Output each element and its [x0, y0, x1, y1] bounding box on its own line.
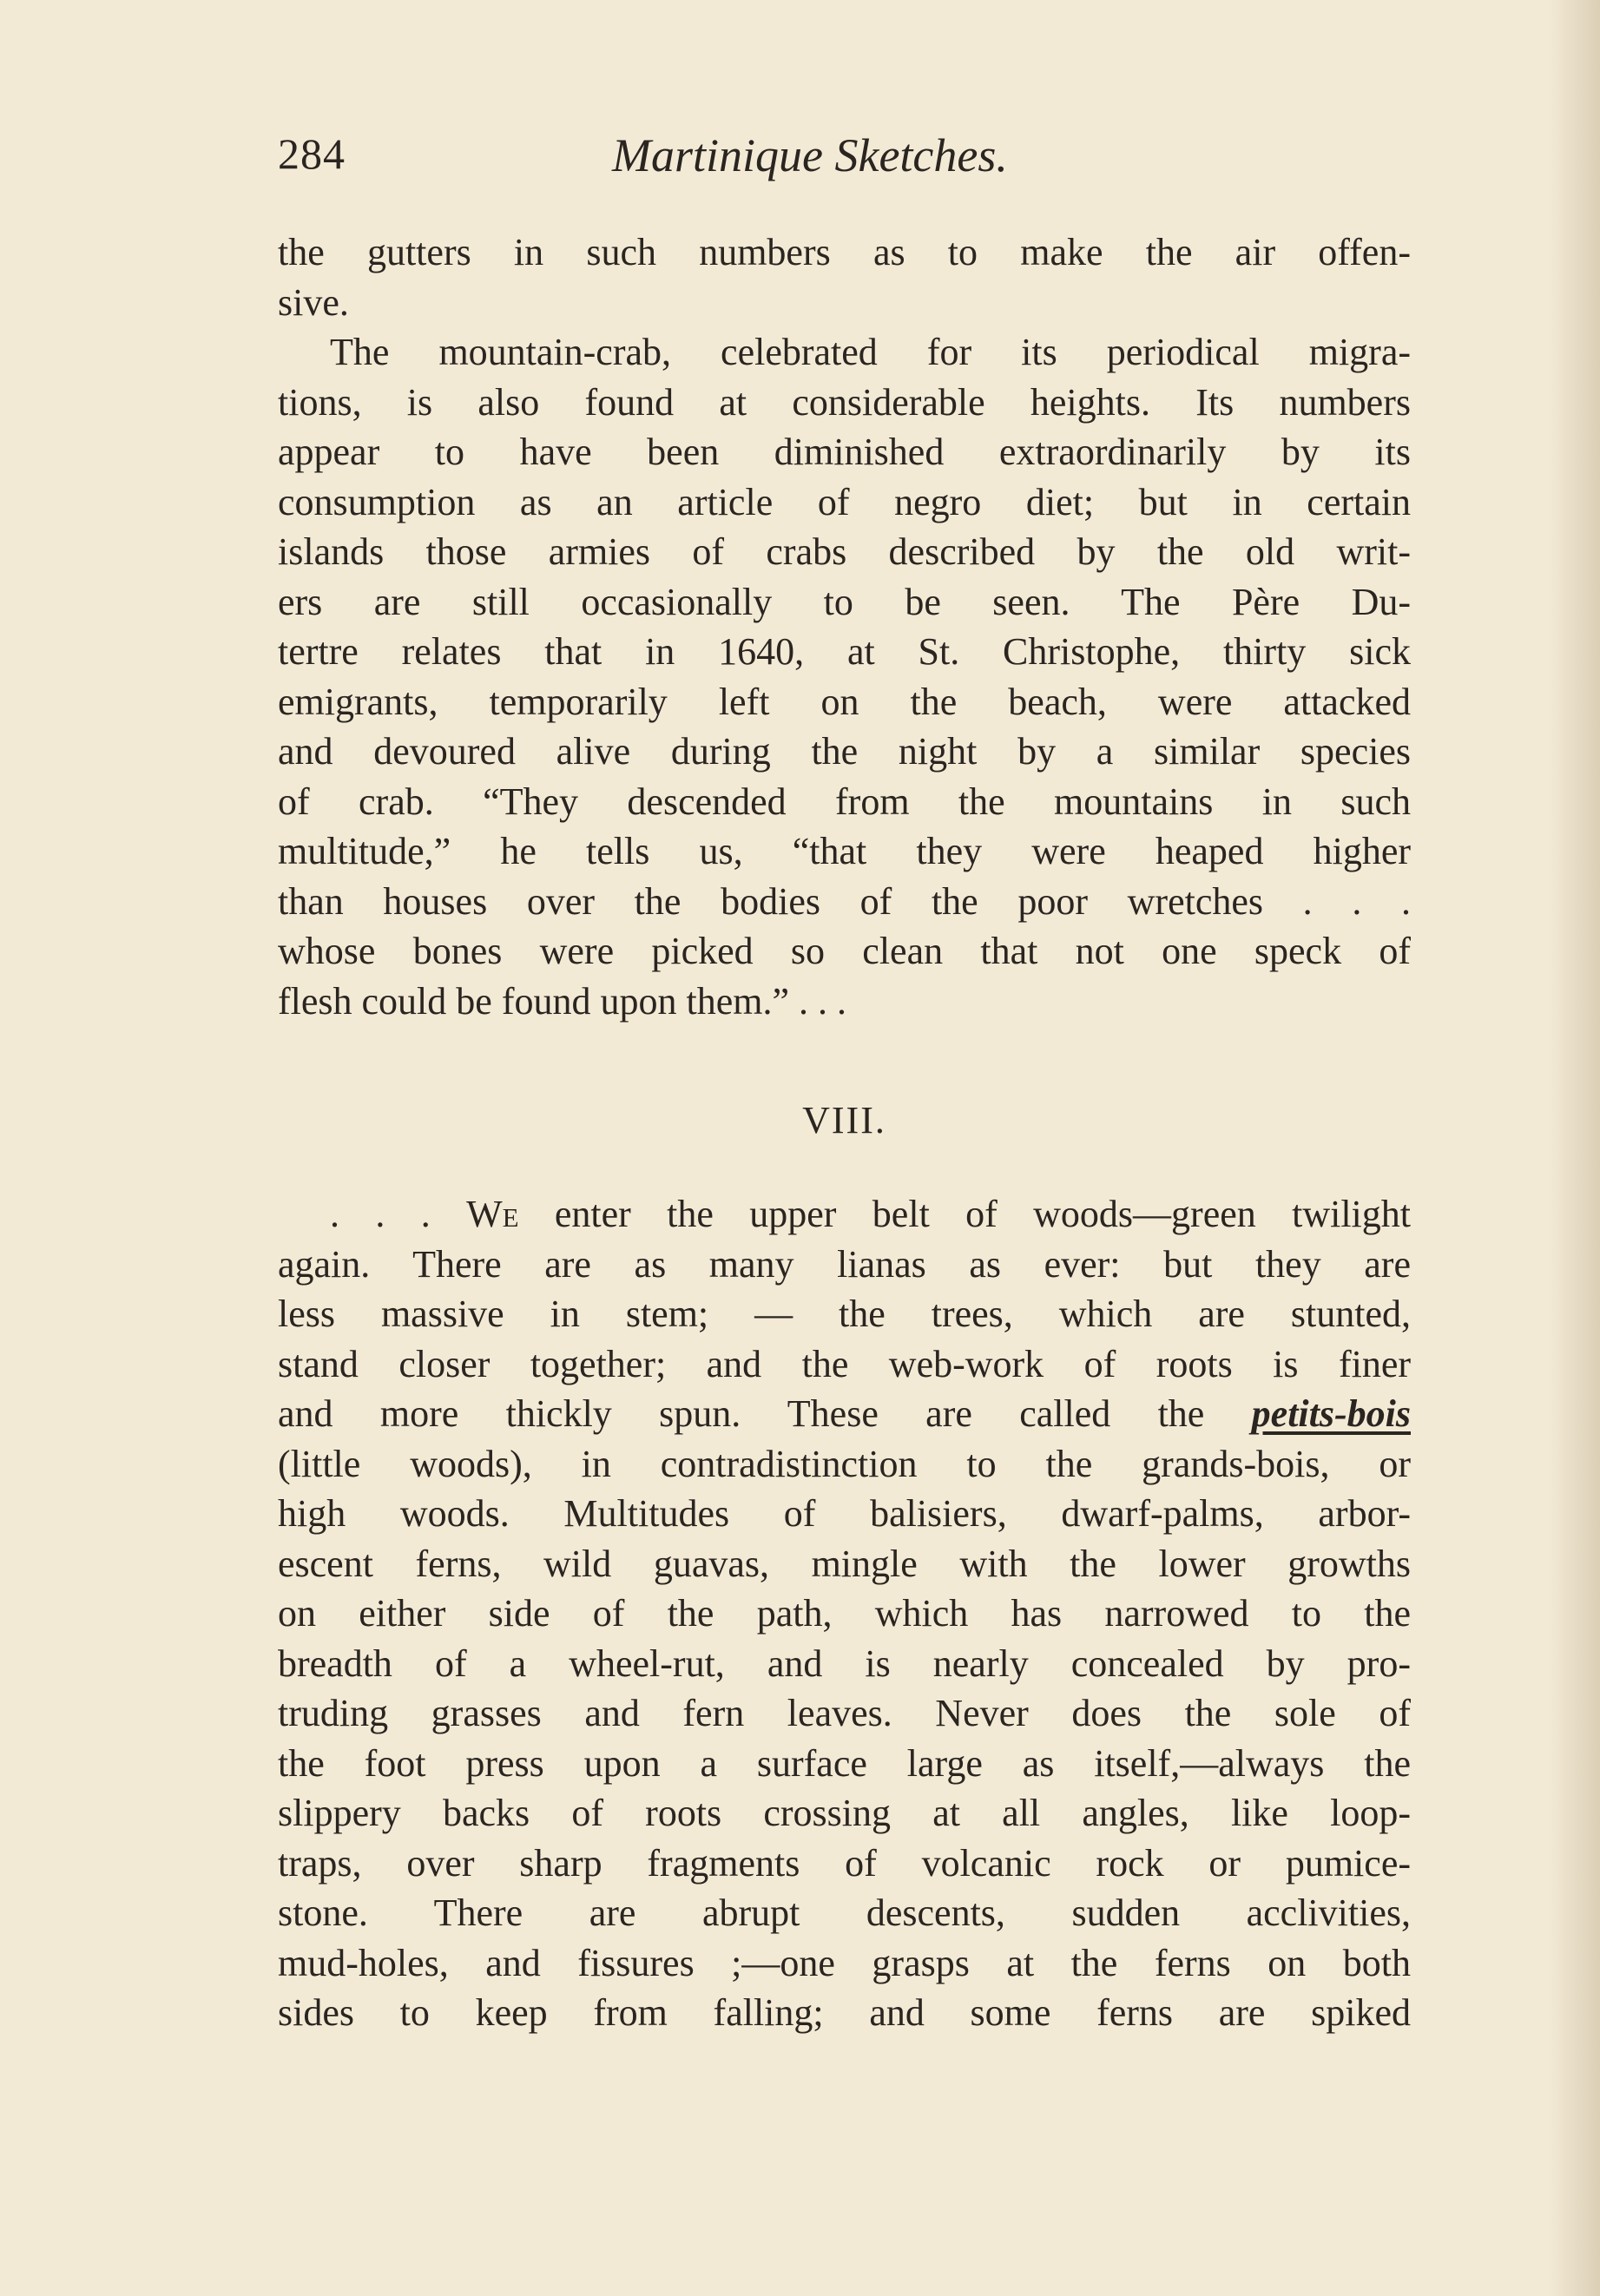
text-line: and devoured alive during the night by a similar species — [278, 730, 1411, 773]
text-line: high woods. Multitudes of balisiers, dwarf-palms, arbor- — [278, 1492, 1411, 1535]
ellipsis-lead: . . . — [330, 1193, 467, 1235]
text-line: ers are still occasionally to be seen. The Père Du- — [278, 580, 1411, 623]
paragraph-block-1 — [278, 227, 1411, 1026]
smallcaps-word: We — [466, 1193, 519, 1235]
text-line: on either side of the path, which has narrowed to the — [278, 1592, 1411, 1635]
paragraph-block-2 — [278, 1189, 1411, 2038]
page-header — [278, 128, 1411, 198]
text-line-opening — [278, 1189, 1411, 1240]
text-line: slippery backs of roots crossing at all angles, like loop- — [278, 1792, 1411, 1834]
text-line: islands those armies of crabs described by the old writ- — [278, 530, 1411, 573]
text-line: (little woods), in contradistinction to the grands-bois, or — [278, 1442, 1411, 1485]
text-line: breadth of a wheel-rut, and is nearly concealed by pro- — [278, 1641, 1411, 1685]
text-line: multitude,” he tells us, “that they were heaped higher — [278, 830, 1411, 872]
page-number: 284 — [278, 129, 346, 178]
section-heading: VIII. — [802, 1099, 886, 1141]
text-line: escent ferns, wild guavas, mingle with the lower growths — [278, 1542, 1411, 1585]
opening-line-rest: enter the upper belt of woods—green twilight — [518, 1193, 1411, 1235]
text-line-with-italic — [278, 1389, 1411, 1439]
text-line: stand closer together; and the web-work of roots is finer — [278, 1342, 1411, 1385]
running-title: Martinique Sketches. — [612, 129, 1008, 181]
italic-term: petits-bois — [1251, 1392, 1411, 1435]
text-line: than houses over the bodies of the poor wretches . . . — [278, 879, 1411, 923]
page-edge-shadow — [1548, 0, 1600, 2296]
text-line: traps, over sharp fragments of volcanic rock or pumice- — [278, 1841, 1411, 1885]
text-line: whose bones were picked so clean that not one speck of — [278, 930, 1411, 972]
text-line: of crab. “They descended from the mountains in such — [278, 780, 1411, 823]
text-line: mud-holes, and fissures ;—one grasps at the ferns on both — [278, 1941, 1411, 1984]
text-line: the foot press upon a surface large as itself,—always the — [278, 1741, 1411, 1785]
italic-line-text: and more thickly spun. These are called the — [278, 1392, 1252, 1435]
text-line: truding grasses and fern leaves. Never does the sole of — [278, 1692, 1411, 1734]
text-line: tions, is also found at considerable heights. Its numbers — [278, 380, 1411, 424]
text-line: the gutters in such numbers as to make the air offen- — [278, 231, 1411, 273]
text-line: consumption as an article of negro diet; but in certain — [278, 480, 1411, 523]
text-line: tertre relates that in 1640, at St. Christophe, thirty sick — [278, 630, 1411, 673]
text-line: stone. There are abrupt descents, sudden acclivities, — [278, 1891, 1411, 1934]
text-line: emigrants, temporarily left on the beach, were attacked — [278, 680, 1411, 723]
text-line: again. There are as many lianas as ever: but they are — [278, 1242, 1411, 1286]
text-line: flesh could be found upon them.” . . . — [278, 979, 846, 1023]
text-line: sides to keep from falling; and some ferns are spiked — [278, 1991, 1411, 2034]
text-line: appear to have been diminished extraordinarily by its — [278, 431, 1411, 473]
text-line: less massive in stem; — the trees, which are stunted, — [278, 1293, 1411, 1335]
text-line: The mountain-crab, celebrated for its periodical migra- — [330, 331, 1411, 373]
text-line: sive. — [278, 280, 349, 324]
